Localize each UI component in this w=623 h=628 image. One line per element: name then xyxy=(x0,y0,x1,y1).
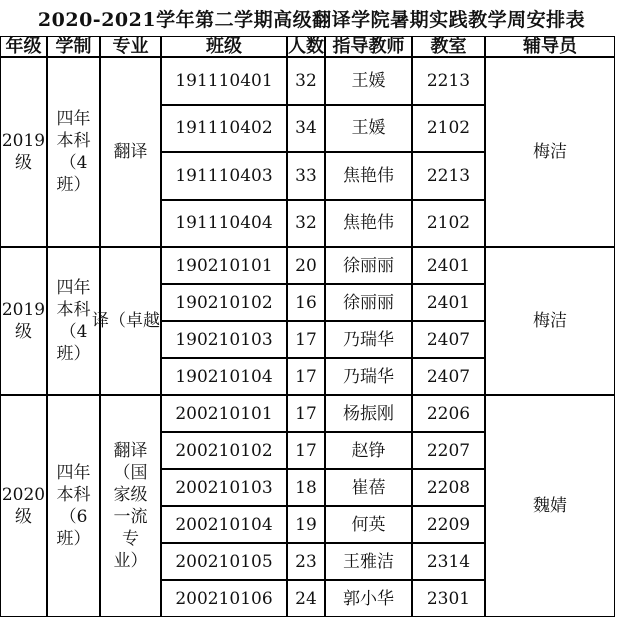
cell-class: 191110401 xyxy=(161,57,287,105)
cell-count: 19 xyxy=(287,506,325,543)
cell-class: 190210104 xyxy=(161,358,287,395)
header-class: 班级 xyxy=(161,36,287,57)
cell-teacher: 杨振刚 xyxy=(325,395,412,432)
cell-room: 2314 xyxy=(412,543,485,580)
cell-count: 24 xyxy=(287,580,325,617)
cell-count: 32 xyxy=(287,57,325,105)
cell-room: 2301 xyxy=(412,580,485,617)
header-counselor: 辅导员 xyxy=(485,36,615,57)
cell-teacher: 乃瑞华 xyxy=(325,358,412,395)
cell-room: 2213 xyxy=(412,152,485,200)
cell-count: 18 xyxy=(287,469,325,506)
header-room: 教室 xyxy=(412,36,485,57)
cell-class: 200210104 xyxy=(161,506,287,543)
cell-class: 200210101 xyxy=(161,395,287,432)
cell-class: 200210105 xyxy=(161,543,287,580)
cell-class: 200210103 xyxy=(161,469,287,506)
cell-count: 23 xyxy=(287,543,325,580)
cell-room: 2213 xyxy=(412,57,485,105)
cell-room: 2209 xyxy=(412,506,485,543)
cell-teacher: 王媛 xyxy=(325,105,412,153)
cell-class: 190210102 xyxy=(161,284,287,321)
cell-room: 2208 xyxy=(412,469,485,506)
major-cell: 翻译 （国 家级 一流 专 业） xyxy=(100,395,161,617)
cell-teacher: 徐丽丽 xyxy=(325,247,412,284)
cell-room: 2401 xyxy=(412,284,485,321)
cell-teacher: 郭小华 xyxy=(325,580,412,617)
cell-room: 2102 xyxy=(412,200,485,248)
cell-room: 2407 xyxy=(412,321,485,358)
program-cell: 四年 本科 （4 班） xyxy=(47,247,100,395)
cell-teacher: 焦艳伟 xyxy=(325,152,412,200)
cell-count: 17 xyxy=(287,395,325,432)
cell-teacher: 崔蓓 xyxy=(325,469,412,506)
counselor-cell: 梅洁 xyxy=(485,57,615,247)
header-system: 学制 xyxy=(47,36,100,57)
cell-teacher: 焦艳伟 xyxy=(325,200,412,248)
cell-count: 32 xyxy=(287,200,325,248)
cell-teacher: 赵铮 xyxy=(325,432,412,469)
header-count: 人数 xyxy=(288,35,324,57)
cell-teacher: 王雅洁 xyxy=(325,543,412,580)
cell-count: 20 xyxy=(287,247,325,284)
cell-count: 17 xyxy=(287,321,325,358)
major-cell: 翻译 xyxy=(100,57,161,247)
cell-class: 200210102 xyxy=(161,432,287,469)
grade-cell: 2020 级 xyxy=(0,395,47,617)
cell-class: 191110404 xyxy=(161,200,287,248)
cell-class: 190210103 xyxy=(161,321,287,358)
cell-count: 17 xyxy=(287,358,325,395)
page-title: 2020-2021学年第二学期高级翻译学院暑期实践教学周安排表 xyxy=(37,8,586,31)
cell-class: 191110402 xyxy=(161,105,287,153)
cell-room: 2206 xyxy=(412,395,485,432)
grade-cell: 2019 级 xyxy=(0,57,47,247)
cell-count: 34 xyxy=(287,105,325,153)
cell-class: 200210106 xyxy=(161,580,287,617)
cell-count: 16 xyxy=(287,284,325,321)
cell-count: 17 xyxy=(287,432,325,469)
cell-room: 2207 xyxy=(412,432,485,469)
cell-teacher: 王媛 xyxy=(325,57,412,105)
cell-class: 191110403 xyxy=(161,152,287,200)
cell-teacher: 何英 xyxy=(325,506,412,543)
cell-room: 2401 xyxy=(412,247,485,284)
cell-count: 33 xyxy=(287,152,325,200)
cell-class: 190210101 xyxy=(161,247,287,284)
header-teacher: 指导教师 xyxy=(325,36,412,57)
major-cell: 译（卓越 xyxy=(100,247,161,395)
cell-teacher: 徐丽丽 xyxy=(325,284,412,321)
counselor-cell: 魏婧 xyxy=(485,395,615,617)
cell-room: 2102 xyxy=(412,105,485,153)
counselor-cell: 梅洁 xyxy=(485,247,615,395)
header-major: 专业 xyxy=(100,36,161,57)
program-cell: 四年 本科 （6 班） xyxy=(47,395,100,617)
grade-cell: 2019 级 xyxy=(0,247,47,395)
header-grade: 年级 xyxy=(0,36,47,57)
cell-teacher: 乃瑞华 xyxy=(325,321,412,358)
program-cell: 四年 本科 （4 班） xyxy=(47,57,100,247)
cell-room: 2407 xyxy=(412,358,485,395)
